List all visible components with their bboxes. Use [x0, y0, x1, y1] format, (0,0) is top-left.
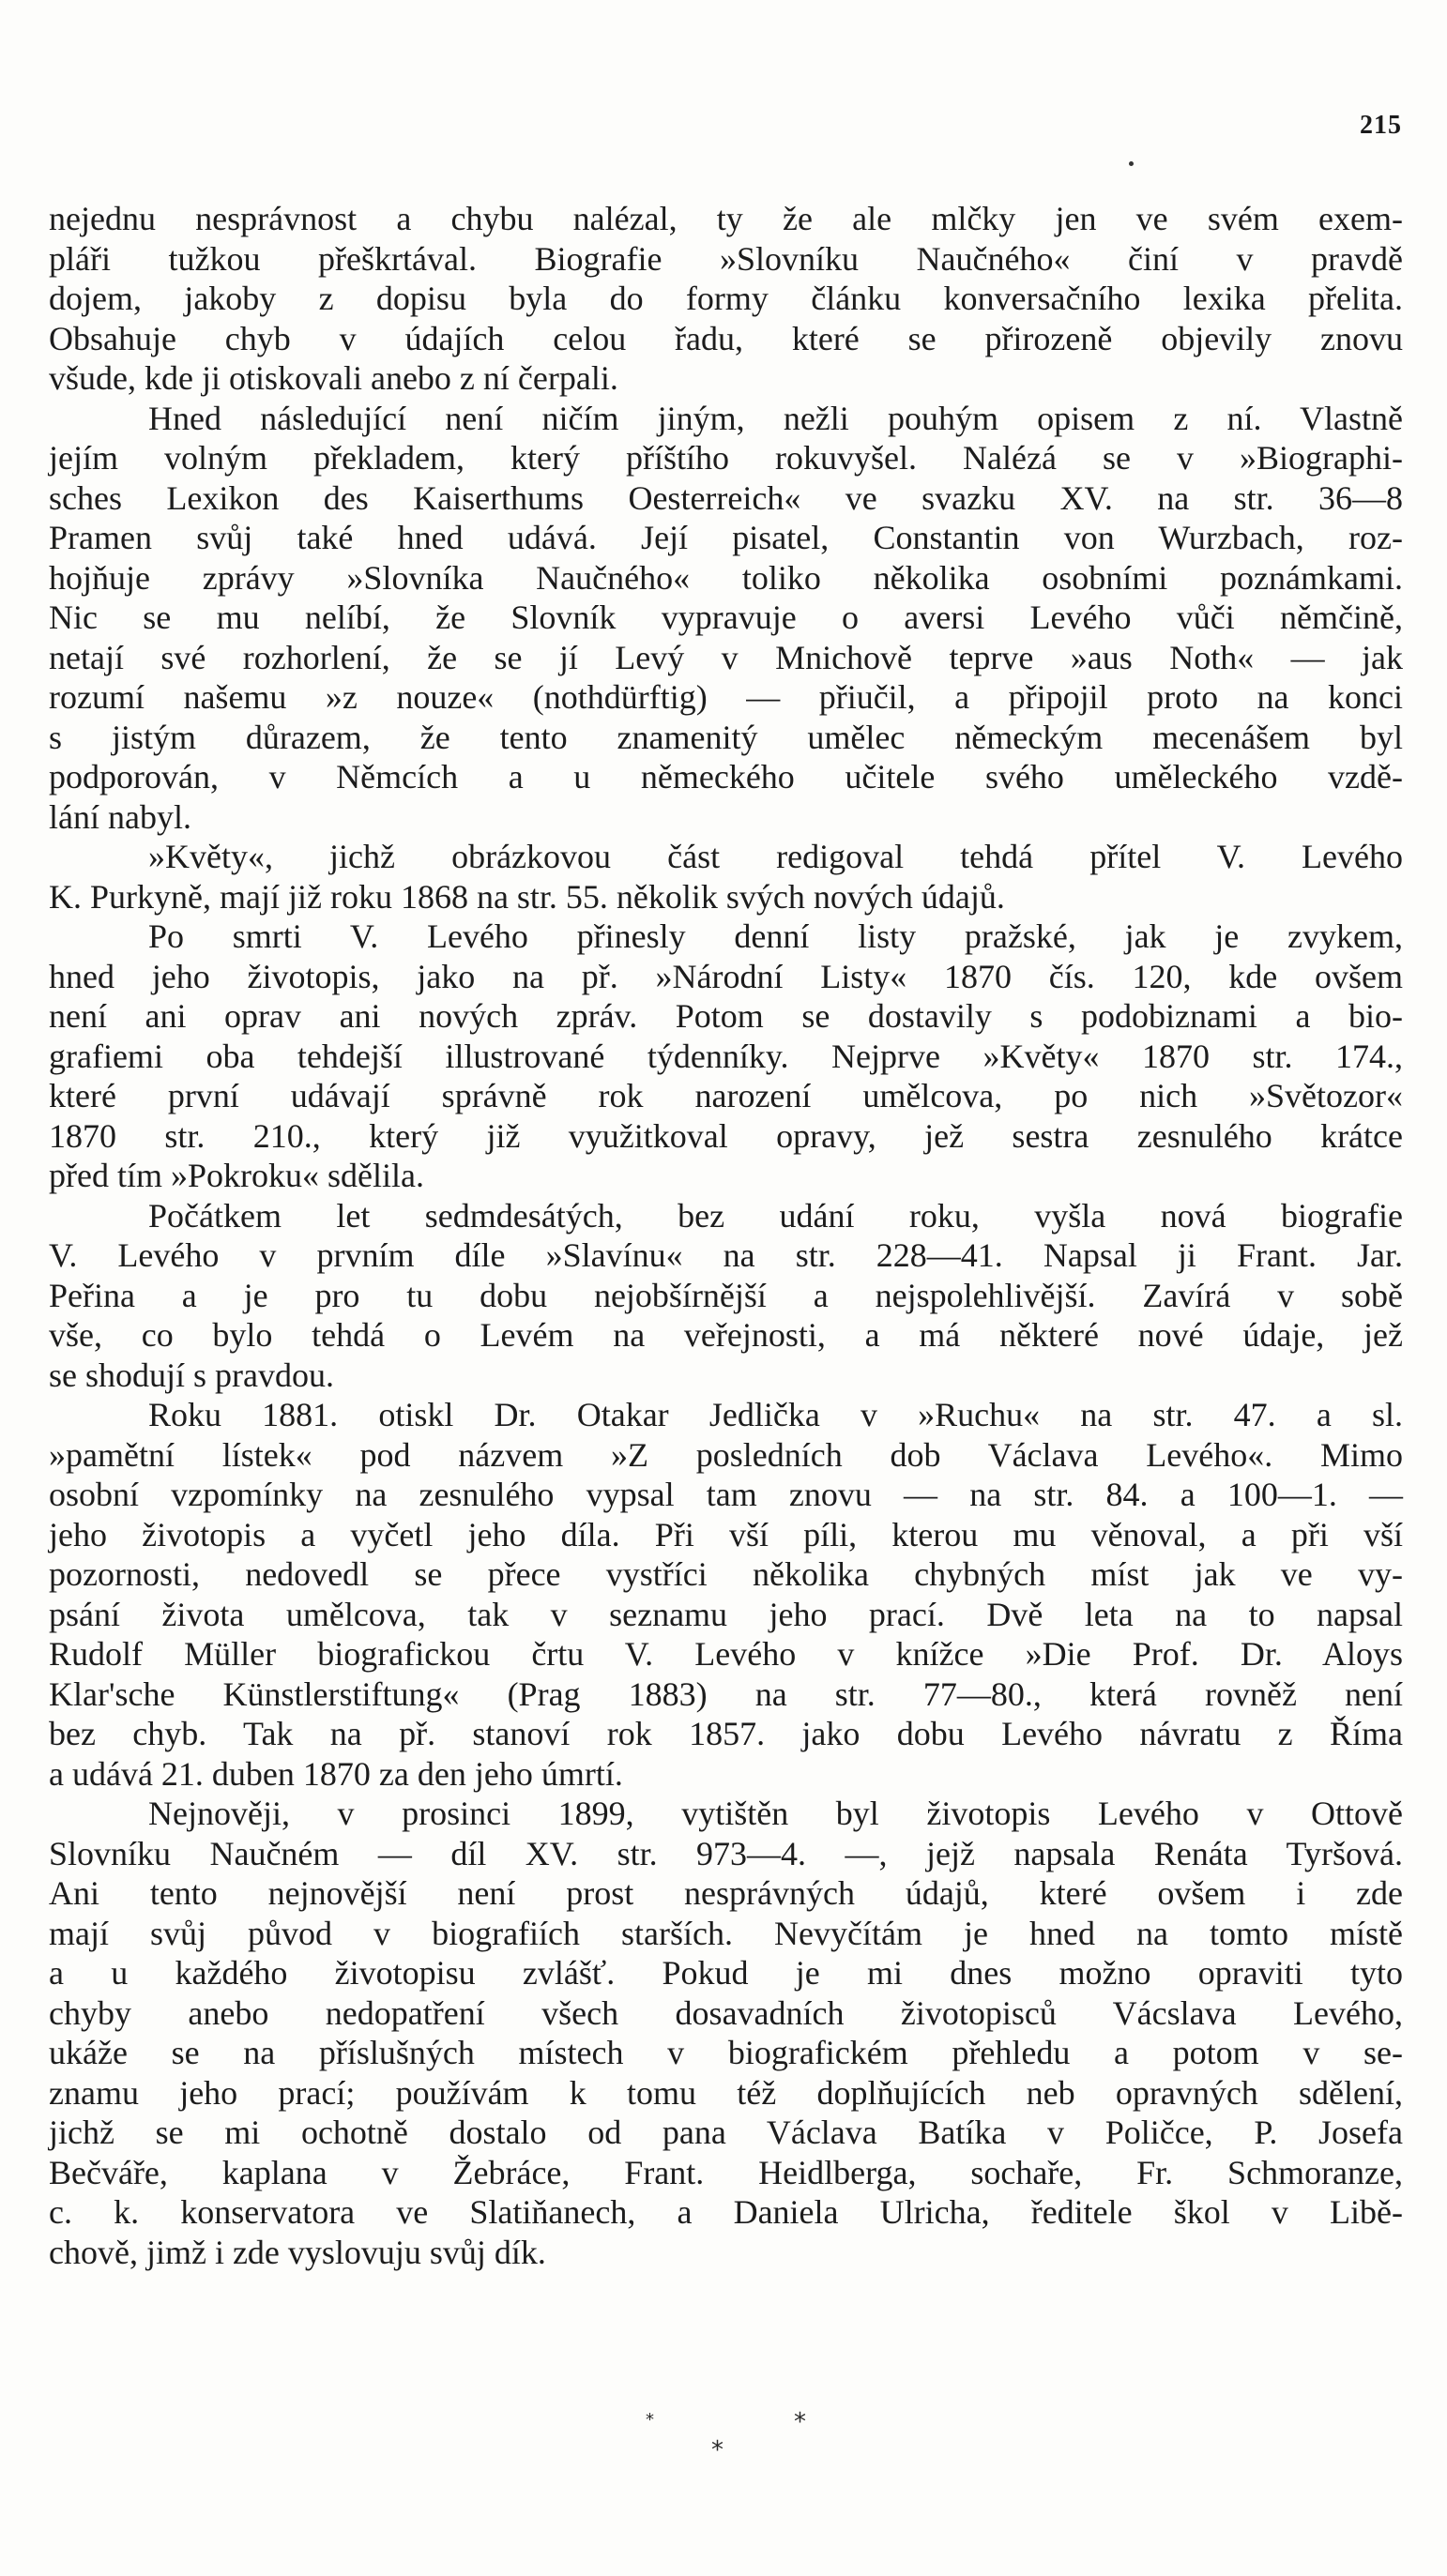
- text-line: Rudolf Müller biografickou črtu V. Levého v knížce »Die Prof. Dr. Aloys: [49, 1635, 1403, 1673]
- text-line: pláři tužkou přeškrtával. Biografie »Slovníku Naučného« činí v pravdě: [49, 239, 1403, 278]
- paragraph: [49, 837, 1403, 917]
- text-line: »Květy«, jichž obrázkovou část redigoval tehdá přítel V. Levého: [148, 838, 1403, 875]
- text-line: Bečváře, kaplana v Žebráce, Frant. Heidlberga, sochaře, Fr. Schmoranze,: [49, 2153, 1403, 2191]
- text-line: nejednu nesprávnost a chybu nalézal, ty že ale mlčky jen ve svém exem-: [49, 200, 1403, 237]
- text-line: c. k. konservatora ve Slatiňanech, a Daniela Ulricha, ředitele škol v Libě-: [49, 2193, 1403, 2231]
- text-line: dojem, jakoby z dopisu byla do formy článku konversačního lexika přelita.: [49, 280, 1403, 317]
- text-line: před tím »Pokroku« sdělila.: [49, 1157, 424, 1194]
- text-line: Obsahuje chyb v údajích celou řadu, které se přirozeně objevily znovu: [49, 319, 1403, 357]
- paragraph: [49, 1794, 1403, 2272]
- text-line: Počátkem let sedmdesátých, bez udání roku, vyšla nová biografie: [148, 1196, 1403, 1235]
- text-line: jejím volným překladem, který příštího rokuvyšel. Nalézá se v »Biographi-: [49, 439, 1403, 477]
- text-line: pozornosti, nedovedl se přece vystříci několika chybných míst jak ve vy-: [49, 1555, 1403, 1593]
- text-line: vše, co bylo tehdá o Levém na veřejnosti, a má některé nové údaje, jež: [49, 1316, 1403, 1354]
- text-line: Hned následující není ničím jiným, nežli pouhým opisem z ní. Vlastně: [148, 399, 1403, 437]
- text-line: V. Levého v prvním díle »Slavínu« na str. 228—41. Napsal ji Frant. Jar.: [49, 1236, 1403, 1274]
- text-line: rozumí našemu »z nouze« (nothdürftig) — přiučil, a připojil proto na konci: [49, 678, 1403, 716]
- text-line: sches Lexikon des Kaiserthums Oesterreich« ve svazku XV. na str. 36—8: [49, 478, 1403, 517]
- text-line: mají svůj původ v biografiích starších. Nevyčítám je hned na tomto místě: [49, 1914, 1403, 1952]
- text-line: Po smrti V. Levého přinesly denní listy pražské, jak je zvykem,: [148, 917, 1403, 955]
- section-divider-asterisks: [0, 2404, 1447, 2479]
- text-line: Nejnověji, v prosinci 1899, vytištěn byl životopis Levého v Ottově: [148, 1795, 1403, 1832]
- text-line: psání života umělcova, tak v seznamu jeho prací. Dvě leta na to napsal: [49, 1595, 1403, 1633]
- text-line: Klar'sche Künstlerstiftung« (Prag 1883) na str. 77—80., která rovněž není: [49, 1674, 1403, 1713]
- text-line: Ani tento nejnovější není prost nesprávných údajů, které ovšem i zde: [49, 1874, 1403, 1912]
- text-line: chově, jimž i zde vyslovuju svůj dík.: [49, 2233, 546, 2271]
- text-line: všude, kde ji otiskovali anebo z ní čerpali.: [49, 359, 618, 397]
- asterisk-icon: *: [794, 2408, 806, 2436]
- asterisk-icon: *: [646, 2410, 654, 2430]
- text-line: hned jeho životopis, jako na př. »Národní Listy« 1870 čís. 120, kde ovšem: [49, 957, 1403, 995]
- text-line: K. Purkyně, mají již roku 1868 na str. 55. několik svých nových údajů.: [49, 877, 1005, 916]
- text-line: grafiemi oba tehdejší illustrované týdenníky. Nejprve »Květy« 1870 str. 174.,: [49, 1037, 1403, 1075]
- text-line: ukáže se na příslušných místech v biografickém přehledu a potom v se-: [49, 2034, 1403, 2071]
- text-line: se shodují s pravdou.: [49, 1356, 334, 1394]
- text-line: není ani oprav ani nových zpráv. Potom se dostavily s podobiznami a bio-: [49, 997, 1403, 1035]
- page-number: 215: [1360, 111, 1402, 140]
- text-line: »pamětní lístek« pod názvem »Z posledních dob Václava Levého«. Mimo: [49, 1435, 1403, 1474]
- text-line: bez chyb. Tak na př. stanoví rok 1857. jako dobu Levého návratu z Říma: [49, 1715, 1403, 1752]
- text-line: netají své rozhorlení, že se jí Levý v Mnichově teprve »aus Noth« — jak: [49, 638, 1403, 676]
- text-line: chyby anebo nedopatření všech dosavadních životopisců Vácslava Levého,: [49, 1993, 1403, 2032]
- text-line: Pramen svůj také hned udává. Její pisatel, Constantin von Wurzbach, roz-: [49, 519, 1403, 556]
- paragraph: [49, 917, 1403, 1196]
- text-line: s jistým důrazem, že tento znamenitý umělec německým mecenášem byl: [49, 718, 1403, 756]
- asterisk-icon: *: [711, 2436, 724, 2464]
- text-line: znamu jeho prací; používám k tomu též doplňujících neb opravných sdělení,: [49, 2073, 1403, 2112]
- text-line: Roku 1881. otiskl Dr. Otakar Jedlička v »Ruchu« na str. 47. a sl.: [148, 1396, 1403, 1433]
- paragraph: [49, 1395, 1403, 1794]
- text-line: podporován, v Němcích a u německého učitele svého uměleckého vzdě-: [49, 758, 1403, 796]
- paragraph: [49, 199, 1403, 399]
- text-line: Slovníku Naučném — díl XV. str. 973—4. —, jejž napsala Renáta Tyršová.: [49, 1834, 1403, 1872]
- text-line: jichž se mi ochotně dostalo od pana Václava Batíka v Poličce, P. Josefa: [49, 2114, 1403, 2151]
- text-line: lání nabyl.: [49, 797, 191, 836]
- body-text: [49, 199, 1403, 2272]
- text-line: 1870 str. 210., který již využitkoval opravy, jež sestra zesnulého krátce: [49, 1116, 1403, 1155]
- text-line: Nic se mu nelíbí, že Slovník vypravuje o aversi Levého vůči němčině,: [49, 599, 1403, 636]
- ink-speck: [1129, 161, 1134, 166]
- text-line: osobní vzpomínky na zesnulého vypsal tam znovu — na str. 84. a 100—1. —: [49, 1476, 1403, 1513]
- text-line: Peřina a je pro tu dobu nejobšírnější a nejspolehlivější. Zavírá v sobě: [49, 1276, 1403, 1314]
- text-line: a udává 21. duben 1870 za den jeho úmrtí.: [49, 1754, 623, 1793]
- text-line: které první udávají správně rok narození umělcova, po nich »Světozor«: [49, 1077, 1403, 1114]
- paragraph: [49, 399, 1403, 838]
- text-line: hojňuje zprávy »Slovníka Naučného« toliko několika osobními poznámkami.: [49, 558, 1403, 597]
- paragraph: [49, 1196, 1403, 1396]
- text-line: jeho životopis a vyčetl jeho díla. Při vší píli, kterou mu věnoval, a při vší: [49, 1515, 1403, 1553]
- text-line: a u každého životopisu zvlášť. Pokud je mi dnes možno opraviti tyto: [49, 1954, 1403, 1992]
